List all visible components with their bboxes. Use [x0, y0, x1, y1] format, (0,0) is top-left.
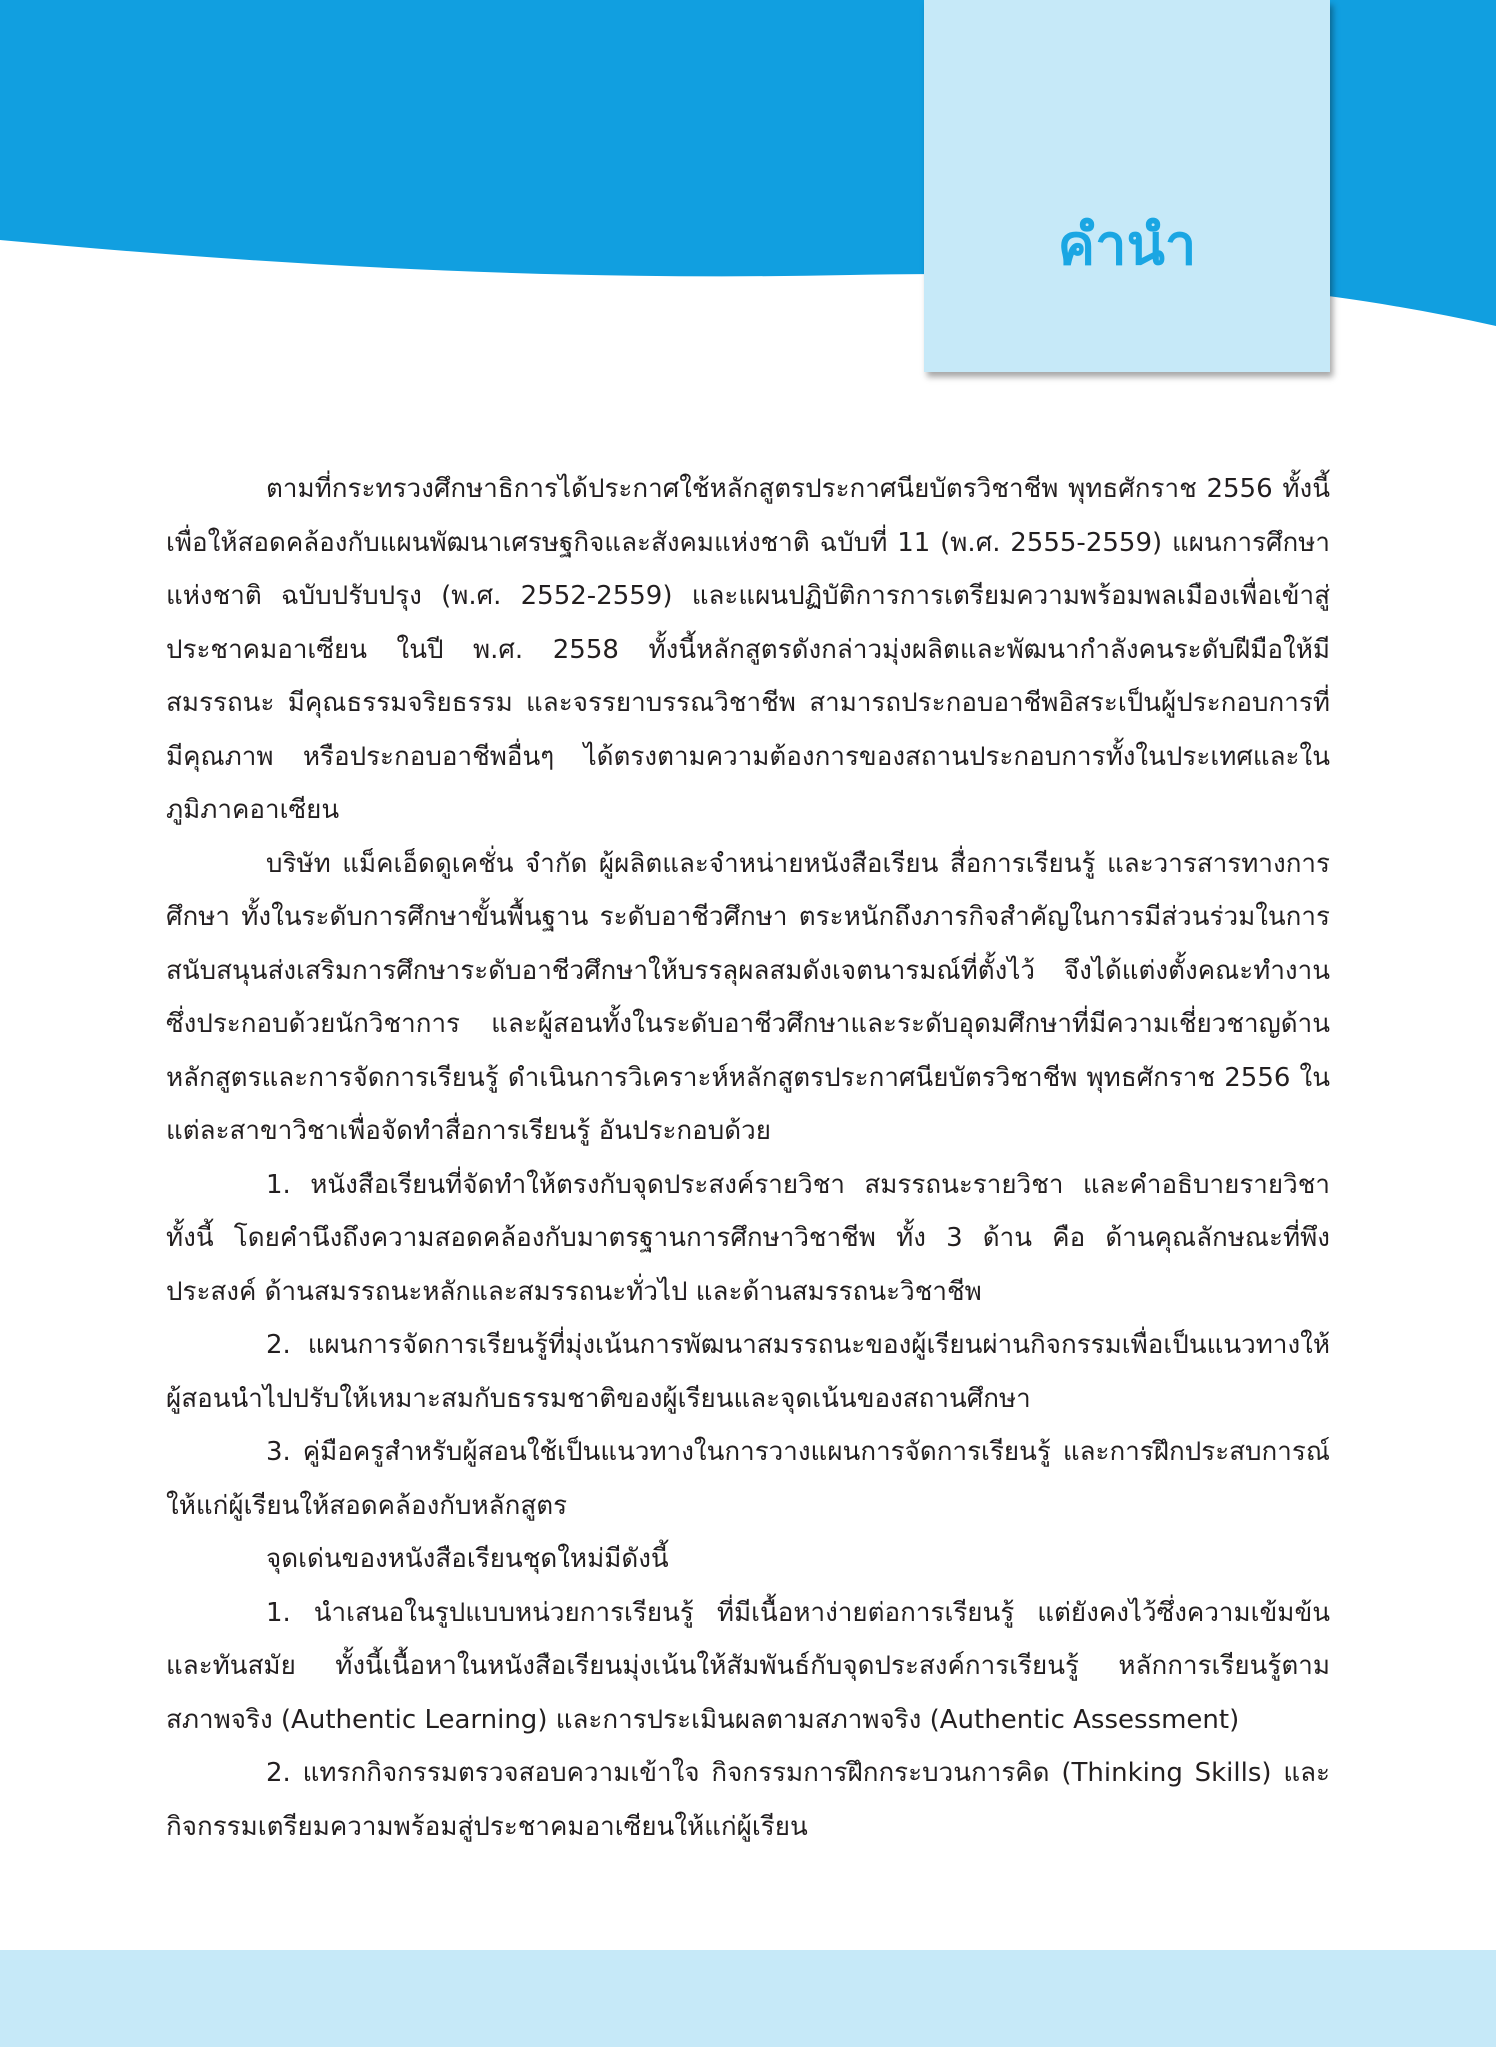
preface-body [166, 463, 1330, 1854]
paragraph-7: 1. นำเสนอในรูปแบบหน่วยการเรียนรู้ ที่มีเนื้อหาง่ายต่อการเรียนรู้ แต่ยังคงไว้ซึ่งความเข้มข้นและทันสมัย ทั้งนี้เนื้อหาในหนังสือเรียนมุ่งเน้นให้สัมพันธ์กับจุดประสงค์การเรียนรู้ หลักการเรียนรู้ตามสภาพจริง (Authentic Learning) และการประเมินผลตามสภาพจริง (Authentic Assessment) [166, 1597, 1330, 1735]
paragraph-8: 2. แทรกกิจกรรมตรวจสอบความเข้าใจ กิจกรรมการฝึกกระบวนการคิด (Thinking Skills) และกิจกรรมเตรียมความพร้อมสู่ประชาคมอาเซียนให้แก่ผู้เรียน [166, 1758, 1330, 1842]
footer-band [0, 1950, 1496, 2047]
paragraph-2: บริษัท แม็คเอ็ดดูเคชั่น จำกัด ผู้ผลิตและจำหน่ายหนังสือเรียน สื่อการเรียนรู้ และวารสารทางการศึกษา ทั้งในระดับการศึกษาขั้นพื้นฐาน ระดับอาชีวศึกษา ตระหนักถึงภารกิจสำคัญในการมีส่วนร่วมในการสนับสนุนส่งเสริมการศึกษาระดับอาชีวศึกษาให้บรรลุผลสมดังเจตนารมณ์ที่ตั้งไว้ จึงได้แต่งตั้งคณะทำงานซึ่งประกอบด้วยนักวิชาการ และผู้สอนทั้งในระดับอาชีวศึกษาและระดับอุดมศึกษาที่มีความเชี่ยวชาญด้านหลักสูตรและการจัดการเรียนรู้ ดำเนินการวิเคราะห์หลักสูตรประกาศนียบัตรวิชาชีพ พุทธศักราช 2556 ในแต่ละสาขาวิชาเพื่อจัดทำสื่อการเรียนรู้ อันประกอบด้วย [166, 848, 1330, 1146]
paragraph-1: ตามที่กระทรวงศึกษาธิการได้ประกาศใช้หลักสูตรประกาศนียบัตรวิชาชีพ พุทธศักราช 2556 ทั้งนี้เพื่อให้สอดคล้องกับแผนพัฒนาเศรษฐกิจและสังคมแห่งชาติ ฉบับที่ 11 (พ.ศ. 2555-2559) แผนการศึกษาแห่งชาติ ฉบับปรับปรุง (พ.ศ. 2552-2559) และแผนปฏิบัติการการเตรียมความพร้อมพลเมืองเพื่อเข้าสู่ประชาคมอาเซียน ในปี พ.ศ. 2558 ทั้งนี้หลักสูตรดังกล่าวมุ่งผลิตและพัฒนากำลังคนระดับฝีมือให้มีสมรรถนะ มีคุณธรรมจริยธรรม และจรรยาบรรณวิชาชีพ สามารถประกอบอาชีพอิสระเป็นผู้ประกอบการที่มีคุณภาพ หรือประกอบอาชีพอื่นๆ ได้ตรงตามความต้องการของสถานประกอบการทั้งในประเทศและในภูมิภาคอาเซียน [166, 474, 1330, 825]
paragraph-5: 3. คู่มือครูสำหรับผู้สอนใช้เป็นแนวทางในการวางแผนการจัดการเรียนรู้ และการฝึกประสบการณ์ให้แก่ผู้เรียนให้สอดคล้องกับหลักสูตร [166, 1437, 1330, 1521]
title-tab [924, 0, 1330, 372]
paragraph-4: 2. แผนการจัดการเรียนรู้ที่มุ่งเน้นการพัฒนาสมรรถนะของผู้เรียนผ่านกิจกรรมเพื่อเป็นแนวทางให้ผู้สอนนำไปปรับให้เหมาะสมกับธรรมชาติของผู้เรียนและจุดเน้นของสถานศึกษา [166, 1330, 1330, 1414]
page-title: คำนำ [1057, 213, 1197, 278]
paragraph-3: 1. หนังสือเรียนที่จัดทำให้ตรงกับจุดประสงค์รายวิชา สมรรถนะรายวิชา และคำอธิบายรายวิชา ทั้งนี้ โดยคำนึงถึงความสอดคล้องกับมาตรฐานการศึกษาวิชาชีพ ทั้ง 3 ด้าน คือ ด้านคุณลักษณะที่พึงประสงค์ ด้านสมรรถนะหลักและสมรรถนะทั่วไป และด้านสมรรถนะวิชาชีพ [166, 1169, 1330, 1307]
paragraph-6: จุดเด่นของหนังสือเรียนชุดใหม่มีดังนี้ [266, 1544, 669, 1574]
